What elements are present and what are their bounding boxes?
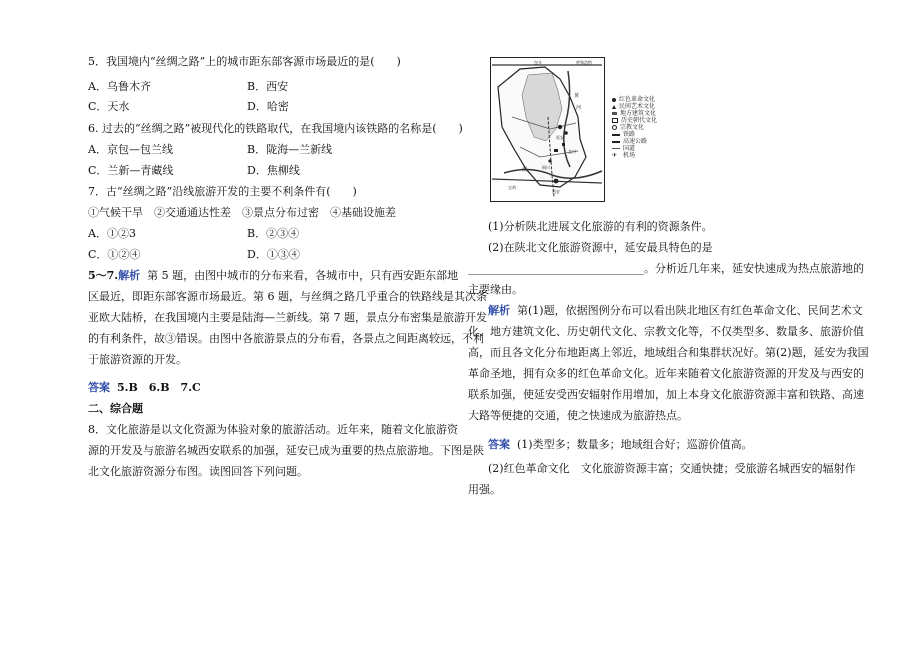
q6-option-d: D．焦柳线 [247,164,300,177]
q7-statements: ①气候干旱 ②交通通达性差 ③景点分布过密 ④基础设施差 [88,206,396,219]
answer-8-line-1 [488,437,753,453]
explanation-range: 5～7. [88,269,119,282]
legend-item: 历史朝代文化 [612,117,657,124]
map-label-hohhot: 呼和浩特 [576,60,592,65]
explanation-5-7-line-2: 区最近，即距东部客源市场最近。第 6 题，与丝绸之路几乎重合的铁路线是其次条 [88,290,487,303]
q5-option-b: B．西安 [247,80,289,93]
legend-item: ✈ 机场 [612,152,636,159]
q7-option-b: B．②③④ [247,227,300,240]
explanation-text: 第(1)题，依据图例分布可以看出陕北地区有红色革命文化、民间艺术文 [517,304,863,317]
explanation-5-7-line-1 [88,268,458,284]
explanation-label: 解析 [488,304,510,317]
legend-item: 红色革命文化 [612,96,657,103]
map-legend [612,96,657,159]
map-label-yichuan: 宜川 [568,149,576,154]
section-heading: 二、综合题 [88,402,143,415]
q5-option-c: C．天水 [88,100,130,113]
explanation-text: 第 5 题，由图中城市的分布来看，各城市中，只有西安距东部地 [147,269,459,282]
q5-option-a: A．乌鲁木齐 [88,80,151,93]
q6-option-c: C．兰新—青藏线 [88,164,174,177]
q6-option-b: B．陇海—兰新线 [247,143,333,156]
subquestion-2-text: 。分析近几年来，延安快速成为热点旅游地的 [644,262,864,275]
q7-option-c: C．①②④ [88,248,141,261]
map-label-xian: 西安 [552,189,560,194]
q6-option-a: A．京包—包兰线 [88,143,173,156]
map-label-baoji: 宝鸡 [508,185,516,190]
q5-option-d: D．哈密 [247,100,289,113]
map-label-tongchuan: 铜川 [542,165,550,170]
question-8-line-2: 源的开发及与旅游名城西安联系的加强，延安已成为重要的热点旅游地。下图是陕 [88,444,484,457]
map-label-huang: 黄 [574,93,580,99]
explanation-label: 解析 [118,269,141,282]
explanation-8-line-3: 高，而且各文化分布地距离上邻近，地域组合和集群状况好。第(2)题，延安为我国 [468,346,869,359]
map-label-baotou: 包头 [534,60,542,65]
answer-5-7 [88,380,201,396]
explanation-5-7-line-5: 于旅游资源的开发。 [88,353,187,366]
answer-text: 5.B 6.B 7.C [117,381,201,394]
question-8-line-3: 北文化旅游资源分布图。读图回答下列问题。 [88,465,308,478]
question-8-line-1: 8．文化旅游是以文化资源为体验对象的旅游活动。近年来，随着文化旅游资 [88,423,458,436]
legend-item: 民间艺术文化 [612,103,657,110]
explanation-8-line-1 [488,303,863,319]
answer-text: (1)类型多；数量多；地域组合好；巡游价值高。 [517,438,753,451]
map-label-wei: 渭 [522,167,528,173]
answer-label: 答案 [488,438,510,451]
subquestion-2: (2)在陕北文化旅游资源中，延安最具特色的是 [488,241,713,254]
answer-8-line-3: 用强。 [468,483,501,496]
explanation-8-line-6: 大路等便捷的交通，使之快速成为旅游热点。 [468,409,688,422]
answer-8-line-2: (2)红色革命文化 文化旅游资源丰富；交通快捷；受旅游名城西安的辐射作 [488,462,856,475]
subquestion-2-end: 主要缘由。 [468,283,523,296]
question-5: 5．我国境内“丝绸之路”上的城市距东部客源市场最近的是( ) [88,55,401,68]
legend-item: 宗教文化 [612,124,657,131]
explanation-5-7-line-3: 亚欧大陆桥，在我国境内主要是陆海—兰新线。第 7 题，景点分布密集是旅游开发 [88,311,487,324]
explanation-5-7-line-4: 的有利条件，故③错误。由图中各旅游景点的分布看，各景点之间距离较远，不利 [88,332,484,345]
answer-blank: ________________________________ [468,262,644,275]
legend-item: 地方建筑文化 [612,110,657,117]
legend-item: 高速公路 [612,138,657,145]
q7-option-d: D．①③④ [247,248,300,261]
shaanbei-map [490,57,605,202]
answer-label: 答案 [88,381,110,394]
legend-item: 国道 [612,145,657,152]
subquestion-2-cont [468,261,864,277]
map-label-yanan: 延安 [556,135,564,140]
q7-option-a: A．①②3 [88,227,136,240]
question-7: 7．古“丝绸之路”沿线旅游开发的主要不利条件有( ) [88,185,357,198]
legend-item: 铁路 [612,131,657,138]
subquestion-1: (1)分析陕北进展文化旅游的有利的资源条件。 [488,220,713,233]
question-6: 6. 过去的“丝绸之路”被现代化的铁路取代，在我国境内该铁路的名称是( ) [88,122,463,135]
explanation-8-line-4: 革命圣地，拥有众多的红色革命文化。近年来随着文化旅游资源的开发及与西安的 [468,367,864,380]
map-label-he: 河 [576,105,582,111]
explanation-8-line-2: 化、地方建筑文化、历史朝代文化、宗教文化等，不仅类型多、数量多、旅游价值 [468,325,864,338]
explanation-8-line-5: 联系加强，使延安受西安辐射作用增加，加上本身文化旅游资源丰富和铁路、高速 [468,388,864,401]
